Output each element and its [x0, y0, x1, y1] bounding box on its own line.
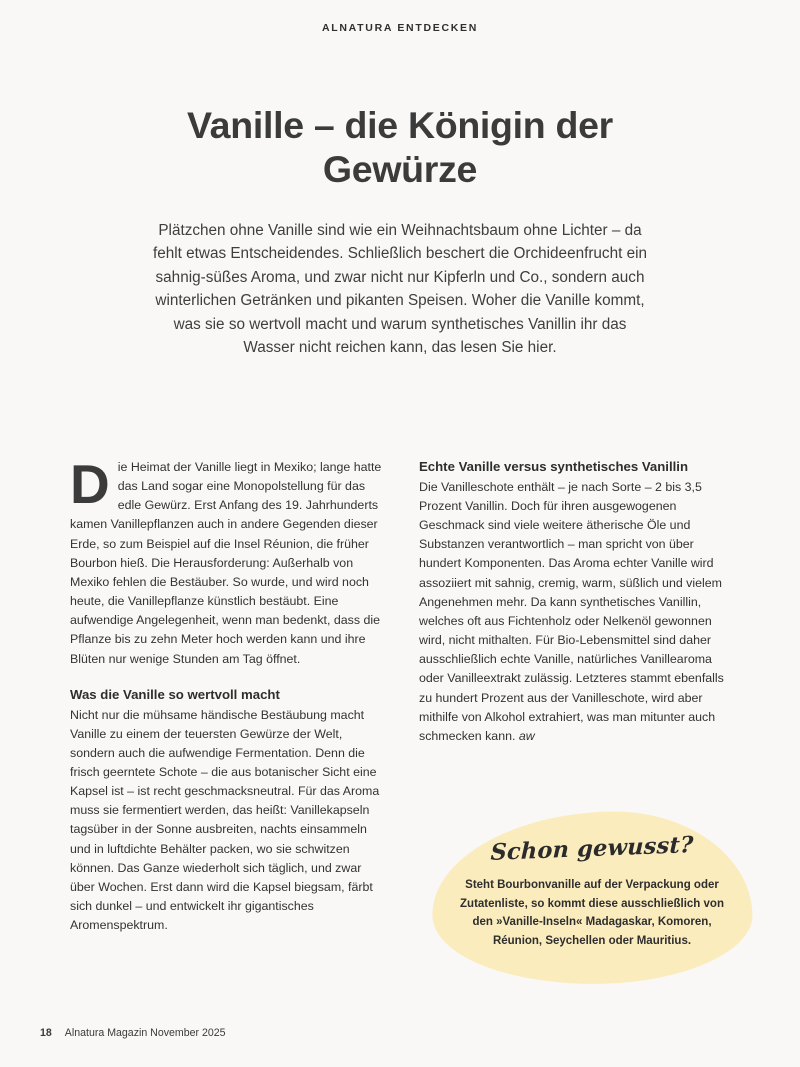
page-title: Vanille – die Königin der Gewürze: [187, 104, 613, 190]
body-column-left: [70, 453, 388, 935]
callout-title: Schon gewusst?: [490, 832, 694, 866]
body-paragraph-right: [419, 478, 736, 746]
body-column-right: [419, 458, 736, 746]
footer-page-number: 18: [40, 1027, 52, 1039]
drop-cap: D: [70, 453, 110, 515]
intro-paragraph-text: ie Heimat der Vanille liegt in Mexiko; lange hatte das Land sogar eine Monopolstellung für das edle Gewürz. Erst Anfang des 19. Jahrhunderts kamen Vanillepflanzen auch in andere Gegenden dieser Erde, so zum Beispiel auf die Insel Réunion, die früher Bourbon hieß. Die Herausforderung: Außerhalb von Mexiko fehlen die Bestäuber. So wurde, und wird noch heute, die Vanillepflanze künstlich bestäubt. Eine aufwendige Angelegenheit, wenn man bedenkt, dass die Pflanze bis zu zehn Meter hoch werden kann und ihre Blüten nur wenige Stunden am Tag öffnet.: [70, 460, 382, 666]
callout-content: [458, 832, 726, 951]
body-paragraph-right-text: Die Vanilleschote enthält – je nach Sorte – 2 bis 3,5 Prozent Vanillin. Doch für ihren ausgewogenen Geschmack sind viele weitere ätherische Öle und Substanzen verantwortlich – man spricht von über hundert Komponenten. Das Aroma echter Vanille wird assoziiert mit sahnig, cremig, warm, süßlich und vielem Angenehmen mehr. Da kann synthetisches Vanillin, welches oft aus Fichtenholz oder Nelkenöl gewonnen wird, nicht mithalten. Für Bio-Lebensmittel sind daher ausschließlich echte Vanille, natürliches Vanillearoma oder Vanilleextrakt zulässig. Letzteres stammt ebenfalls zu hundert Prozent aus der Vanilleschote, wird aber mithilfe von Alkohol extrahiert, was man mitunter auch schmecken kann.: [419, 479, 724, 743]
article-standfirst: Plätzchen ohne Vanille sind wie ein Weihnachtsbaum ohne Lichter – da fehlt etwas Entscheidendes. Schließlich beschert die Orchideenfrucht ein sahnig-süßes Aroma, und zwar nicht nur Kipferln und Co., sondern auch winterlichen Getränken und pikanten Speisen. Woher die Vanille kommt, was sie so wertvoll macht und warum synthetisches Vanillin ihr das Wasser nicht reichen kann, das lesen Sie hier.: [152, 222, 648, 356]
page-footer: [40, 1027, 226, 1039]
subheading-left: Was die Vanille so wertvoll macht: [70, 686, 280, 702]
intro-paragraph: [70, 453, 388, 669]
section-kicker: ALNATURA ENTDECKEN: [321, 22, 478, 34]
author-initials: aw: [518, 728, 535, 743]
did-you-know-callout: [432, 812, 752, 984]
callout-text: Steht Bourbonvanille auf der Verpackung oder Zutatenliste, so kommt diese ausschließlich von den »Vanille-Inseln« Madagaskar, Komoren, Réunion, Seychellen oder Mauritius.: [460, 879, 724, 947]
body-paragraph-left: Nicht nur die mühsame händische Bestäubung macht Vanille zu einem der teuersten Gewürze der Welt, sondern auch die aufwendige Fermentation. Denn die frisch geerntete Schote – die aus botanischer Sicht eine Kapsel ist – ist recht geschmacksneutral. Für das Aroma muss sie fermentiert werden, das heißt: Vanillekapseln tagsüber in der Sonne ausbreiten, nachts einsammeln und in luftdichte Behälter packen, wo sie schwitzen können. Das Ganze wiederholt sich täglich, und zwar über Wochen. Erst dann wird die Kapsel biegsam, färbt sich dunkel – und entwickelt ihr gigantisches Aromenspektrum.: [70, 707, 380, 933]
footer-publication: Alnatura Magazin November 2025: [64, 1027, 226, 1039]
subheading-right: Echte Vanille versus synthetisches Vanillin: [419, 459, 688, 474]
